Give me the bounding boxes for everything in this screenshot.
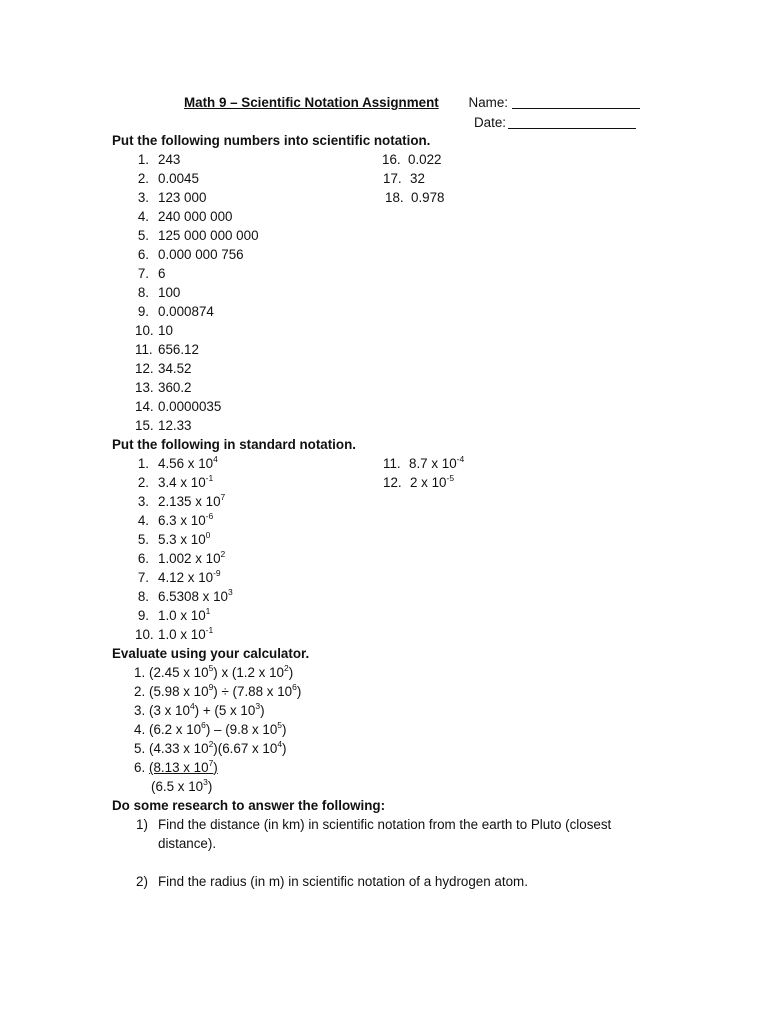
list-item: (2.45 x $10^5$) x (1.2 x $10^2$) [149,663,294,680]
list-item: 0.000874 [158,304,214,319]
list-item: 6.5308 x $10^3$ [158,587,233,604]
list-item-number: 3. [137,494,149,509]
list-item-number: 3. [134,703,146,718]
list-item: 100 [158,285,181,300]
list-item: 4.12 x $10^{-9}$ [158,568,221,585]
list-item: 10 [158,323,173,338]
list-item: (5.98 x $10^9) \div (7.88$ x $10^6$) [149,682,302,699]
list-item-number: 11. [383,456,401,471]
list-item: 5.3 x $10^0$ [158,530,211,547]
list-item: 243 [158,152,181,167]
date-field-line[interactable] [508,128,636,129]
list-item: (3 x $10^4) + (5$ x $10^3$) [149,701,265,718]
section2-heading: Put the following in standard notation. [112,437,356,452]
list-item: 2.135 x $10^7$ [158,492,226,509]
list-item: (6.2 x $10^6) - (9.8$ x $10^5$) [149,720,287,737]
fraction-numerator: (8.13 x $10^7$) [149,758,218,775]
list-item-number: 7. [137,266,149,281]
list-item-number: 16. [382,152,401,167]
list-item: 240 000 000 [158,209,233,224]
list-item: 0.000 000 756 [158,247,244,262]
name-field-line[interactable] [512,108,640,109]
list-item: 12.33 [158,418,192,433]
date-label: Date: [473,115,506,130]
research-question-1: Find the distance (in km) in scientific notation from the earth to Pluto (closest distance). [158,817,612,851]
list-item-number: 17. [383,171,402,186]
list-item-number: 6. [137,247,149,262]
list-item-number: 7. [137,570,149,585]
list-item: (4.33 x $10^2)(6.67$ x $10^4$) [149,739,287,756]
list-item-number: 10. [135,627,154,642]
list-item-number: 6. [137,551,149,566]
list-item-number: 4. [134,722,146,737]
list-item-number: 5. [137,532,149,547]
fraction-denominator: (6.5 x $10^3$) [151,777,213,794]
list-item: 2 x $10^{-5}$ [410,473,455,490]
list-item: 123 000 [158,190,207,205]
list-item: 1.002 x $10^2$ [158,549,226,566]
section1-heading: Put the following numbers into scientific notation. [112,133,431,148]
list-item-number: 3. [137,190,149,205]
list-item: 0.978 [411,190,445,205]
list-item: 0.0045 [158,171,199,186]
list-item-number: 11. [135,342,153,357]
research-question-2: Find the radius (in m) in scientific notation of a hydrogen atom. [158,874,528,889]
list-item-number: 4. [137,209,149,224]
list-item-number: 12. [383,475,402,490]
list-item-number: 1. [137,152,149,167]
name-label: Name: [468,95,508,110]
list-item-number: 12. [135,361,154,376]
list-item-number: 13. [135,380,154,395]
list-item-number: 8. [137,589,149,604]
page-title: Math 9 – Scientific Notation Assignment [184,95,439,110]
list-item: 1.0 x $10^1$ [158,606,211,623]
list-item-number: 2. [137,171,149,186]
list-item: 6 [158,266,166,281]
question-number: 2) [136,874,148,889]
list-item-number: 8. [137,285,149,300]
section3-heading: Evaluate using your calculator. [112,646,310,661]
list-item-number: 14. [135,399,154,414]
question-number: 1) [136,817,148,832]
list-item-number: 2. [134,684,146,699]
list-item: 656.12 [158,342,199,357]
section4-heading: Do some research to answer the following: [112,798,386,813]
list-item: 6.3 x $10^{-6}$ [158,511,214,528]
list-item-number: 18. [385,190,404,205]
list-item-number: 10. [135,323,154,338]
list-item-number: 5. [137,228,149,243]
list-item-number: 5. [134,741,146,756]
list-item-number: 1. [134,665,146,680]
list-item: 34.52 [158,361,192,376]
list-item: 0.0000035 [158,399,222,414]
list-item: 3.4 x $10^{-1}$ [158,473,214,490]
list-item-number: 1. [137,456,149,471]
list-item: 360.2 [158,380,192,395]
list-item-number: 4. [137,513,149,528]
list-item-number: 15. [135,418,154,433]
list-item: 1.0 x $10^{-1}$ [158,625,214,642]
list-item-number: 2. [137,475,149,490]
list-item-number: 9. [137,304,149,319]
list-item: 4.56 x $10^4$ [158,454,218,471]
list-item: 125 000 000 000 [158,228,259,243]
list-item: 0.022 [408,152,442,167]
list-item: 8.7 x $10^{-4}$ [409,454,465,471]
list-item-number: 6. [134,760,146,775]
list-item-number: 9. [137,608,149,623]
list-item: 32 [410,171,425,186]
